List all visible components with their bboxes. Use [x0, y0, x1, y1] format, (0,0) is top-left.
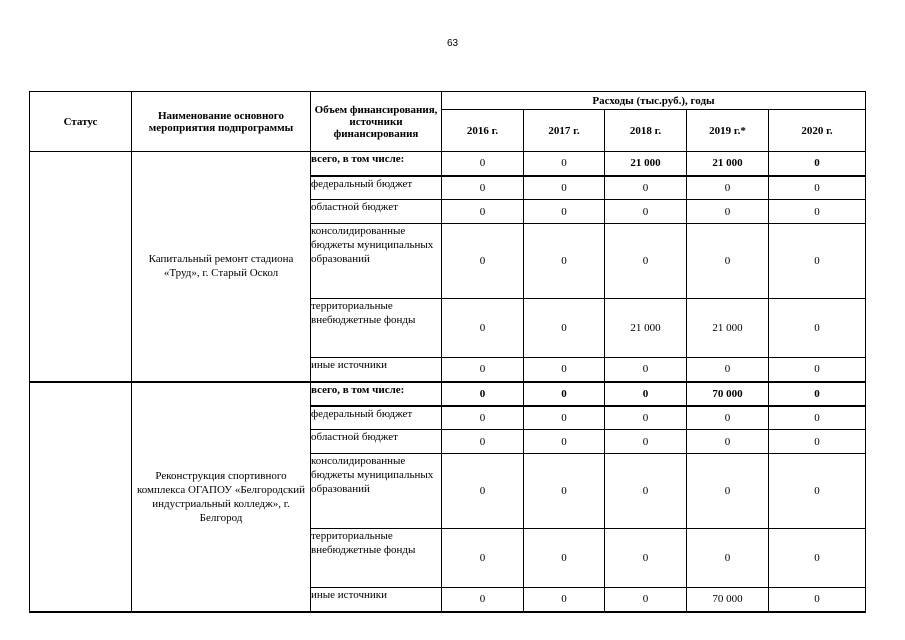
value-cell: 0	[605, 529, 687, 588]
value-cell: 0	[524, 299, 605, 358]
value-cell: 0	[442, 152, 524, 176]
source-cell: федеральный бюджет	[311, 406, 442, 430]
source-cell: территориальные внебюджетные фонды	[311, 529, 442, 588]
value-cell: 0	[687, 358, 769, 382]
source-cell: консолидированные бюджеты муниципальных образований	[311, 454, 442, 529]
status-cell	[30, 382, 132, 612]
value-cell: 0	[524, 152, 605, 176]
event-name-cell: Капитальный ремонт стадиона «Труд», г. Старый Оскол	[132, 152, 311, 382]
source-cell: областной бюджет	[311, 200, 442, 224]
value-cell: 0	[524, 529, 605, 588]
value-cell: 0	[442, 406, 524, 430]
value-cell: 0	[442, 454, 524, 529]
source-cell: всего, в том числе:	[311, 382, 442, 406]
source-cell: иные источники	[311, 358, 442, 382]
value-cell: 0	[442, 430, 524, 454]
value-cell: 0	[687, 430, 769, 454]
event-name-cell: Реконструкция спортивного комплекса ОГАПОУ «Белгородский индустриальный колледж», г. Белгород	[132, 382, 311, 612]
header-year: 2017 г.	[524, 110, 605, 152]
header-year: 2019 г.*	[687, 110, 769, 152]
value-cell: 0	[605, 454, 687, 529]
table-row	[30, 152, 866, 176]
value-cell: 0	[442, 588, 524, 612]
value-cell: 0	[524, 430, 605, 454]
value-cell: 0	[524, 406, 605, 430]
value-cell: 0	[769, 529, 866, 588]
header-status: Статус	[30, 92, 132, 152]
source-cell: федеральный бюджет	[311, 176, 442, 200]
value-cell: 0	[769, 358, 866, 382]
value-cell: 0	[687, 200, 769, 224]
value-cell: 0	[442, 200, 524, 224]
value-cell: 0	[524, 358, 605, 382]
value-cell: 0	[605, 588, 687, 612]
header-financing-source: Объем финансирования, источники финансирования	[311, 92, 442, 152]
value-cell: 21 000	[687, 152, 769, 176]
value-cell: 0	[687, 529, 769, 588]
source-cell: всего, в том числе:	[311, 152, 442, 176]
value-cell: 70 000	[687, 382, 769, 406]
value-cell: 0	[605, 406, 687, 430]
value-cell: 0	[769, 430, 866, 454]
value-cell: 0	[605, 176, 687, 200]
value-cell: 0	[769, 588, 866, 612]
value-cell: 0	[769, 200, 866, 224]
header-year: 2018 г.	[605, 110, 687, 152]
value-cell: 0	[687, 224, 769, 299]
value-cell: 0	[442, 299, 524, 358]
value-cell: 0	[687, 454, 769, 529]
value-cell: 0	[687, 406, 769, 430]
status-cell	[30, 152, 132, 382]
value-cell: 0	[442, 358, 524, 382]
value-cell: 0	[442, 382, 524, 406]
value-cell: 21 000	[605, 152, 687, 176]
source-cell: консолидированные бюджеты муниципальных образований	[311, 224, 442, 299]
value-cell: 0	[769, 406, 866, 430]
value-cell: 0	[524, 224, 605, 299]
value-cell: 0	[769, 176, 866, 200]
value-cell: 0	[769, 382, 866, 406]
value-cell: 0	[524, 382, 605, 406]
value-cell: 21 000	[605, 299, 687, 358]
value-cell: 0	[524, 588, 605, 612]
value-cell: 0	[605, 382, 687, 406]
value-cell: 0	[605, 200, 687, 224]
header-event-name: Наименование основного мероприятия подпрограммы	[132, 92, 311, 152]
financing-table	[29, 91, 866, 613]
page-number: 63	[446, 38, 459, 49]
table-row	[30, 382, 866, 406]
value-cell: 0	[687, 176, 769, 200]
value-cell: 70 000	[687, 588, 769, 612]
header-year: 2020 г.	[769, 110, 866, 152]
source-cell: иные источники	[311, 588, 442, 612]
value-cell: 0	[442, 176, 524, 200]
value-cell: 0	[524, 454, 605, 529]
source-cell: территориальные внебюджетные фонды	[311, 299, 442, 358]
header-expenses: Расходы (тыс.руб.), годы	[442, 92, 866, 110]
value-cell: 0	[605, 430, 687, 454]
value-cell: 0	[769, 454, 866, 529]
value-cell: 0	[769, 224, 866, 299]
source-cell: областной бюджет	[311, 430, 442, 454]
value-cell: 0	[524, 176, 605, 200]
value-cell: 21 000	[687, 299, 769, 358]
value-cell: 0	[524, 200, 605, 224]
value-cell: 0	[442, 529, 524, 588]
value-cell: 0	[605, 358, 687, 382]
value-cell: 0	[769, 152, 866, 176]
header-year: 2016 г.	[442, 110, 524, 152]
value-cell: 0	[605, 224, 687, 299]
value-cell: 0	[769, 299, 866, 358]
value-cell: 0	[442, 224, 524, 299]
